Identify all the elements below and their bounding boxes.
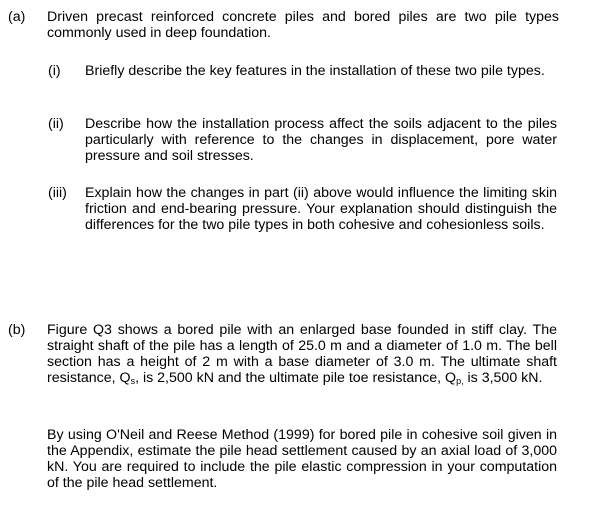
subpart-ii-label: (ii) (48, 116, 64, 132)
qp-subscript: p, (456, 376, 464, 386)
qs-subscript: s (130, 376, 136, 386)
part-b-label: (b) (8, 322, 26, 338)
subpart-iii-label: (iii) (48, 185, 67, 201)
part-b-text-2: , is 2,500 kN and the ultimate pile toe resistance, Q (135, 370, 457, 386)
subpart-i-text: Briefly describe the key features in the installation of these two pile types. (85, 63, 545, 79)
part-a-label: (a) (8, 9, 26, 25)
part-b-paragraph-2: By using O'Neil and Reese Method (1999) for bored pile in cohesive soil given in the Appendix, estimate the pile head settlement caused by an axial load of 3,000 kN. You are required to include the pile elastic compression in your computation of the pile head settlement. (47, 427, 557, 491)
subpart-ii-text: Describe how the installation process affect the soils adjacent to the piles particularly with reference to the changes in displacement, pore water pressure and soil stresses. (85, 116, 557, 164)
part-b-text-3: is 3,500 kN. (463, 370, 543, 386)
part-b-text-1: Figure Q3 shows a bored pile with an enlarged base founded in stiff clay. The straight shaft of the pile has a length of 25.0 m and a diameter of 1.0 m. The bell section has a height of 2 m with a base diameter of 3.0 m. The ultimate shaft resistance, Q (47, 322, 557, 386)
part-b-paragraph-1 (47, 322, 557, 386)
subpart-iii-text: Explain how the changes in part (ii) above would influence the limiting skin friction and end-bearing pressure. Your explanation should distinguish the differences for the two pile types in both cohesive and cohesionless soils. (85, 185, 557, 233)
part-a-intro: Driven precast reinforced concrete piles and bored piles are two pile types commonly used in deep foundation. (47, 9, 559, 41)
subpart-i-label: (i) (48, 63, 61, 79)
